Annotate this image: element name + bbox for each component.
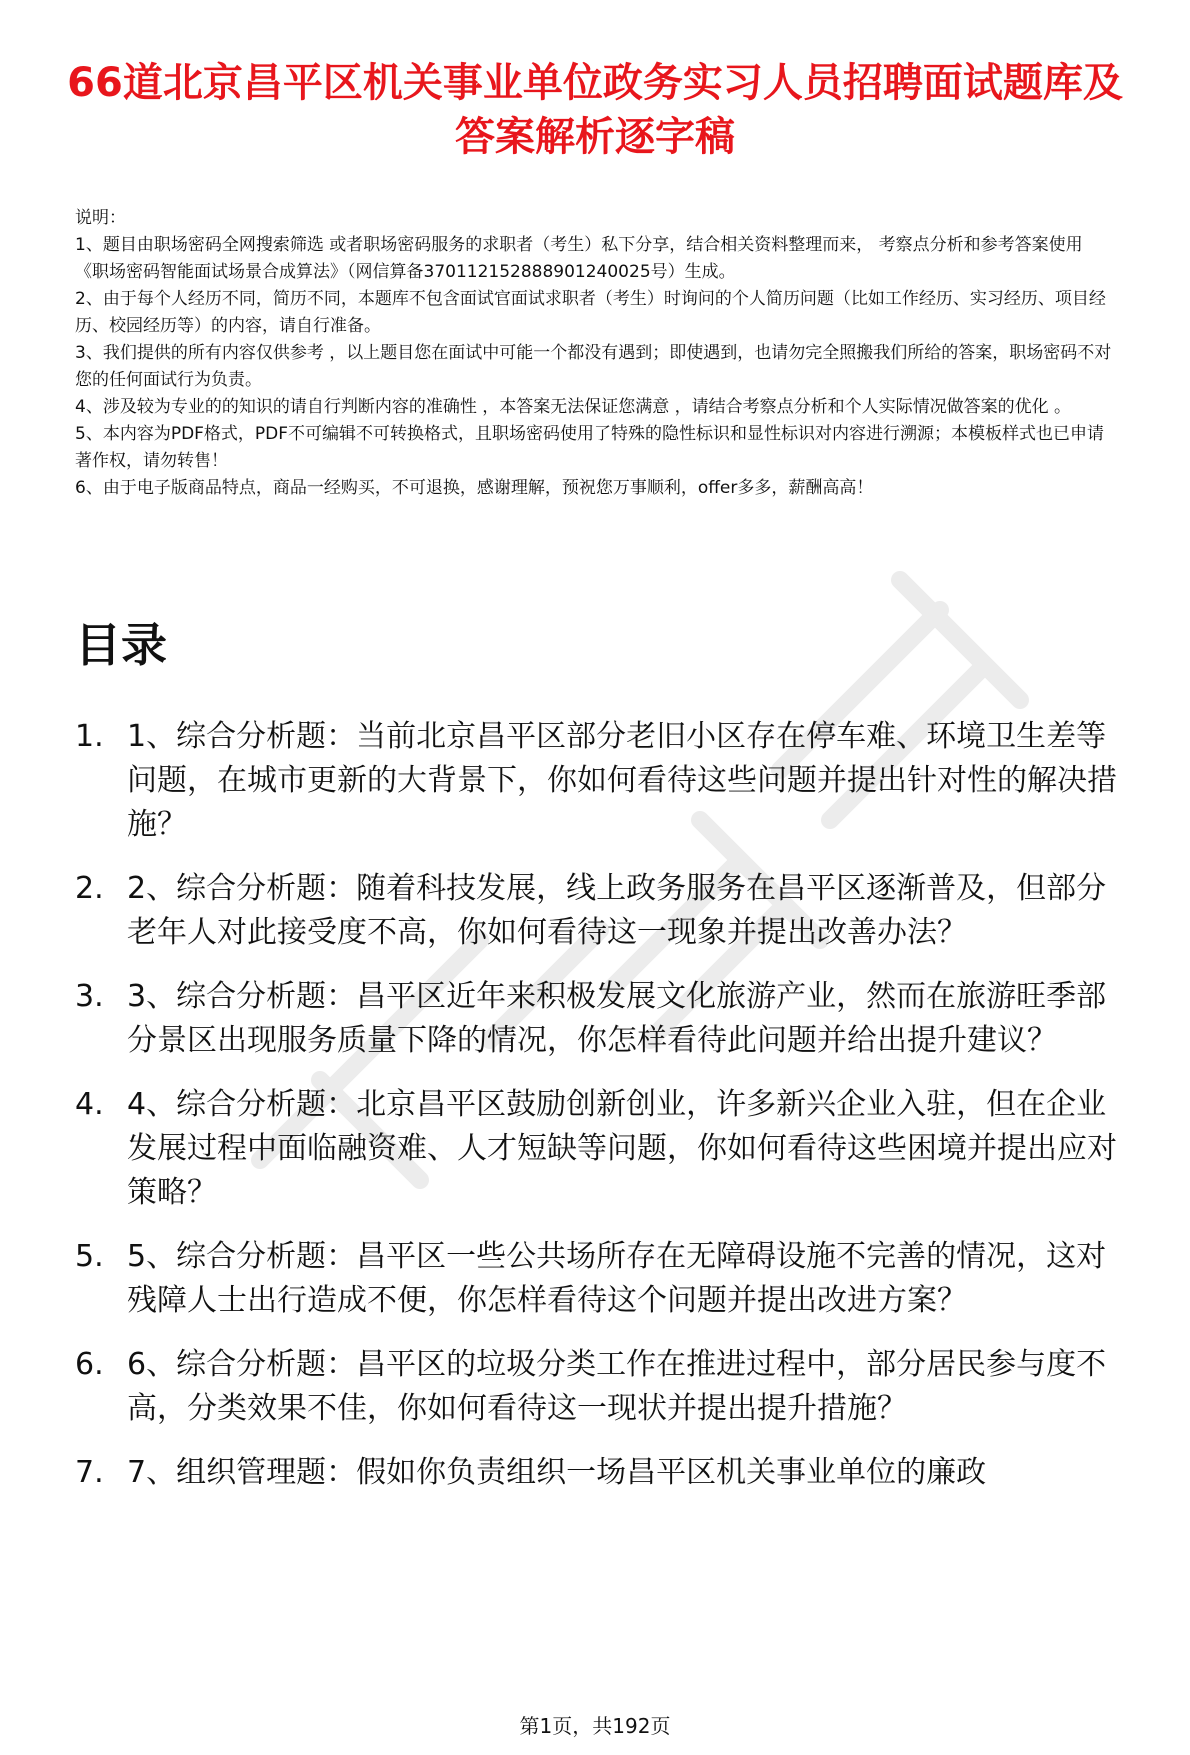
note-item: 6、由于电子版商品特点，商品一经购买，不可退换，感谢理解，预祝您万事顺利，offer多多，薪酬高高！ [75,478,874,498]
toc-item-number: 4. [75,1087,104,1122]
note-item: 5、本内容为PDF格式，PDF不可编辑不可转换格式，且职场密码使用了特殊的隐性标识和显性标识对内容进行溯源；本模板样式也已申请著作权，请勿转售！ [75,424,1105,471]
toc-item-number: 7. [75,1455,104,1490]
toc-item[interactable] [75,1235,1130,1323]
toc-item-text[interactable]: 5、综合分析题：昌平区一些公共场所存在无障碍设施不完善的情况，这对残障人士出行造成不便，你怎样看待这个问题并提出改进方案？ [127,1239,1107,1318]
toc-item-text[interactable]: 1、综合分析题：当前北京昌平区部分老旧小区存在停车难、环境卫生差等问题，在城市更新的大背景下，你如何看待这些问题并提出针对性的解决措施？ [127,719,1117,842]
note-item: 3、我们提供的所有内容仅供参考 ，以上题目您在面试中可能一个都没有遇到；即使遇到，也请勿完全照搬我们所给的答案，职场密码不对您的任何面试行为负责。 [75,343,1112,390]
toc-item-number: 3. [75,979,104,1014]
toc-item-text[interactable]: 4、综合分析题：北京昌平区鼓励创新创业，许多新兴企业入驻，但在企业发展过程中面临融资难、人才短缺等问题，你如何看待这些困境并提出应对策略？ [127,1087,1117,1210]
notes-heading: 说明： [75,208,126,228]
toc-item[interactable] [75,867,1130,955]
note-item: 1、题目由职场密码全网搜索筛选 或者职场密码服务的求职者（考生）私下分享，结合相关资料整理而来， 考察点分析和参考答案使用《职场密码智能面试场景合成算法》（网信算备370112152888901240025号）生成。 [75,235,1083,282]
toc-item-number: 1. [75,719,104,754]
toc-item-text[interactable]: 3、综合分析题：昌平区近年来积极发展文化旅游产业，然而在旅游旺季部分景区出现服务质量下降的情况，你怎样看待此问题并给出提升建议？ [127,979,1107,1058]
toc-item-number: 6. [75,1347,104,1382]
toc-item-number: 5. [75,1239,104,1274]
page-number-footer: 第1页，共192页 [519,1714,671,1738]
toc-item-text[interactable]: 6、综合分析题：昌平区的垃圾分类工作在推进过程中，部分居民参与度不高，分类效果不佳，你如何看待这一现状并提出提升措施？ [127,1347,1107,1426]
toc-item[interactable] [75,715,1130,847]
toc-item-text[interactable]: 7、组织管理题：假如你负责组织一场昌平区机关事业单位的廉政 [127,1455,987,1490]
disclaimer-notes [75,205,1115,502]
note-item: 4、涉及较为专业的的知识的请自行判断内容的准确性 ，本答案无法保证您满意 ，请结合考察点分析和个人实际情况做答案的优化 。 [75,397,1072,417]
toc-item[interactable] [75,975,1130,1063]
toc-item[interactable] [75,1083,1130,1215]
toc-item[interactable] [75,1343,1130,1431]
toc-item-text[interactable]: 2、综合分析题：随着科技发展，线上政务服务在昌平区逐渐普及，但部分老年人对此接受度不高，你如何看待这一现象并提出改善办法？ [127,871,1107,950]
toc-item-number: 2. [75,871,104,906]
note-item: 2、由于每个人经历不同，简历不同，本题库不包含面试官面试求职者（考生）时询问的个人简历问题（比如工作经历、实习经历、项目经历、校园经历等）的内容，请自行准备。 [75,289,1106,336]
toc-list [75,715,1130,1515]
document-title: 66道北京昌平区机关事业单位政务实习人员招聘面试题库及答案解析逐字稿 [67,60,1123,160]
toc-item[interactable] [75,1451,1130,1495]
toc-heading: 目录 [75,618,167,672]
